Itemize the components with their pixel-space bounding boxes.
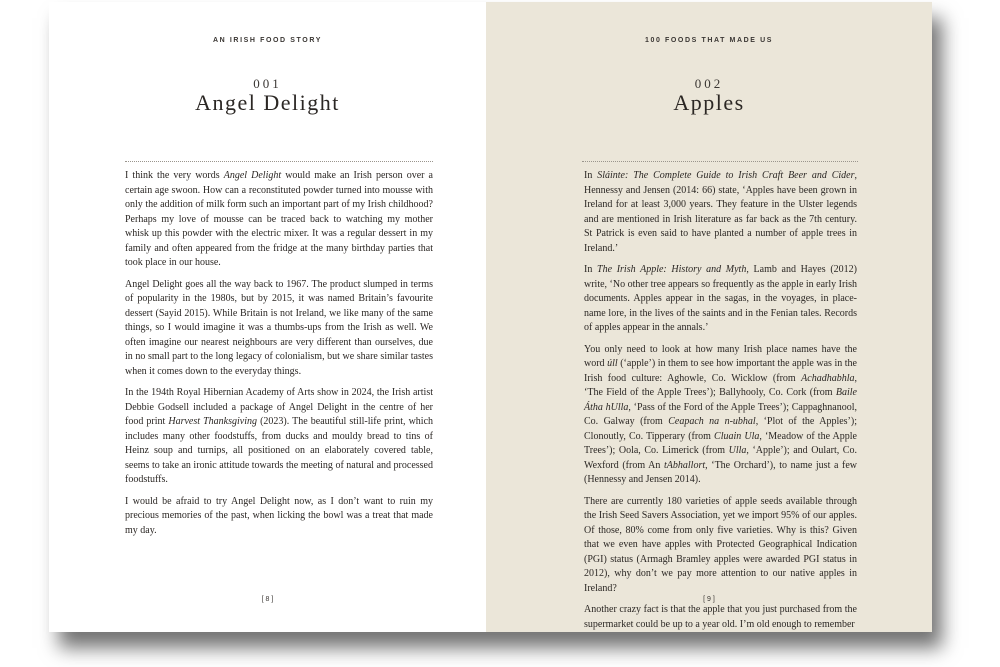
body-text [125,169,433,545]
running-head: AN IRISH FOOD STORY [213,37,322,44]
left-page [49,2,486,632]
paragraph: There are currently 180 varieties of apple seeds available through the Irish Seed Savers Association, yet we import 95% of our apples. Of those, 80% come from only five varieties. Why is this? Given that we even have apples with Protected Geographical Indication (PGI) status (Armagh Bramley apples were awarded PGI status in 2012), why don’t we pay more attention to our native apples in Ireland? [584,495,857,594]
paragraph: Another crazy fact is that the apple that you just purchased from the supermarket could be up to a year old. I’m old enough to remember [584,604,857,630]
right-page [486,2,932,632]
divider [582,161,858,162]
running-head: 100 FOODS THAT MADE US [644,37,774,44]
entry-title: Angel Delight [195,90,340,115]
paragraph: In Sláinte: The Complete Guide to Irish Craft Beer and Cider, Hennessy and Jensen (2014: 66) state, ‘Apples have been grown in Ireland for at least 3,000 years. They feature in the Ulster legends and are mentioned in Irish literature as far back as the 7th century. St Patrick is even said to have planted a number of apple trees in Ireland.’ [584,170,857,254]
body-text [584,169,857,639]
paragraph: I think the very words Angel Delight would make an Irish person over a certain age swoon. How can a reconstituted powder turned into mousse with only the addition of milk form such an important part of my Irish childhood? Perhaps my love of mousse can be traced back to watching my mother whisk up this powder with the electric mixer. It was a regular dessert in my family and often appeared from the fridge at the many birthday parties that took place in our house. [125,170,433,268]
entry-number: 002 [694,76,724,91]
paragraph: Angel Delight goes all the way back to 1967. The product slumped in terms of popularity in the 1980s, but by 2015, it was named Britain’s favourite dessert (Sayid 2015). While Britain is not Ireland, we like many of the same things, so I would imagine it was a thumbs-ups from the Irish as well. We often imagine our nearest neighbours are very different than ourselves, due in no small part to the long legacy of colonialism, but we share similar tastes when it comes down to the everyday things. [125,278,433,377]
book-spread [49,2,932,632]
paragraph: In The Irish Apple: History and Myth, Lamb and Hayes (2012) write, ‘No other tree appears so frequently as the apple in early Irish documents. Apples appear in the sagas, in the voyages, in place-name lore, in the lives of the saints and in the Fenian tales. Records of apples appear in the annals.’ [584,264,857,333]
page-number: [ 9 ] [703,596,715,603]
paragraph: I would be afraid to try Angel Delight now, as I don’t want to ruin my precious memories of the past, when licking the bowl was a treat that made my day. [125,495,433,536]
divider [125,161,433,162]
page-number: [ 8 ] [261,596,274,603]
entry-title: Apples [673,90,745,115]
paragraph: You only need to look at how many Irish place names have the word úll (‘apple’) in them to see how important the apple was in the Irish food culture: Aghowle, Co. Wicklow (from Achadhabhla, ‘The Field of the Apple Trees’); Ballyhooly, Co. Cork (from Baile Átha hUlla, ‘Pass of the Ford of the Apple Trees’); Cappaghnanool, Co. Galway (from Ceapach na n-ubhal, ‘Plot of the Apples’); Clonoutly, Co. Tipperary (from Cluain Ula, ‘Meadow of the Apple Trees’); Oola, Co. Limerick (from Ulla, ‘Apple’); and Oulart, Co. Wexford (from An tAbhallort, ‘The Orchard’), to name just a few (Hennessy and Jensen 2014). [584,343,857,485]
paragraph: In the 194th Royal Hibernian Academy of Arts show in 2024, the Irish artist Debbie Godsell included a package of Angel Delight in the centre of her food print Harvest Thanksgiving (2023). The beautiful still-life print, which includes many other foodstuffs, from ducks and mouldy bread to tins of Heinz soup and turnips, all positioned on an elaborately covered table, seems to take an ironic attitude towards the meeting of natural and processed foodstuffs. [125,387,434,485]
entry-number: 001 [253,76,282,91]
